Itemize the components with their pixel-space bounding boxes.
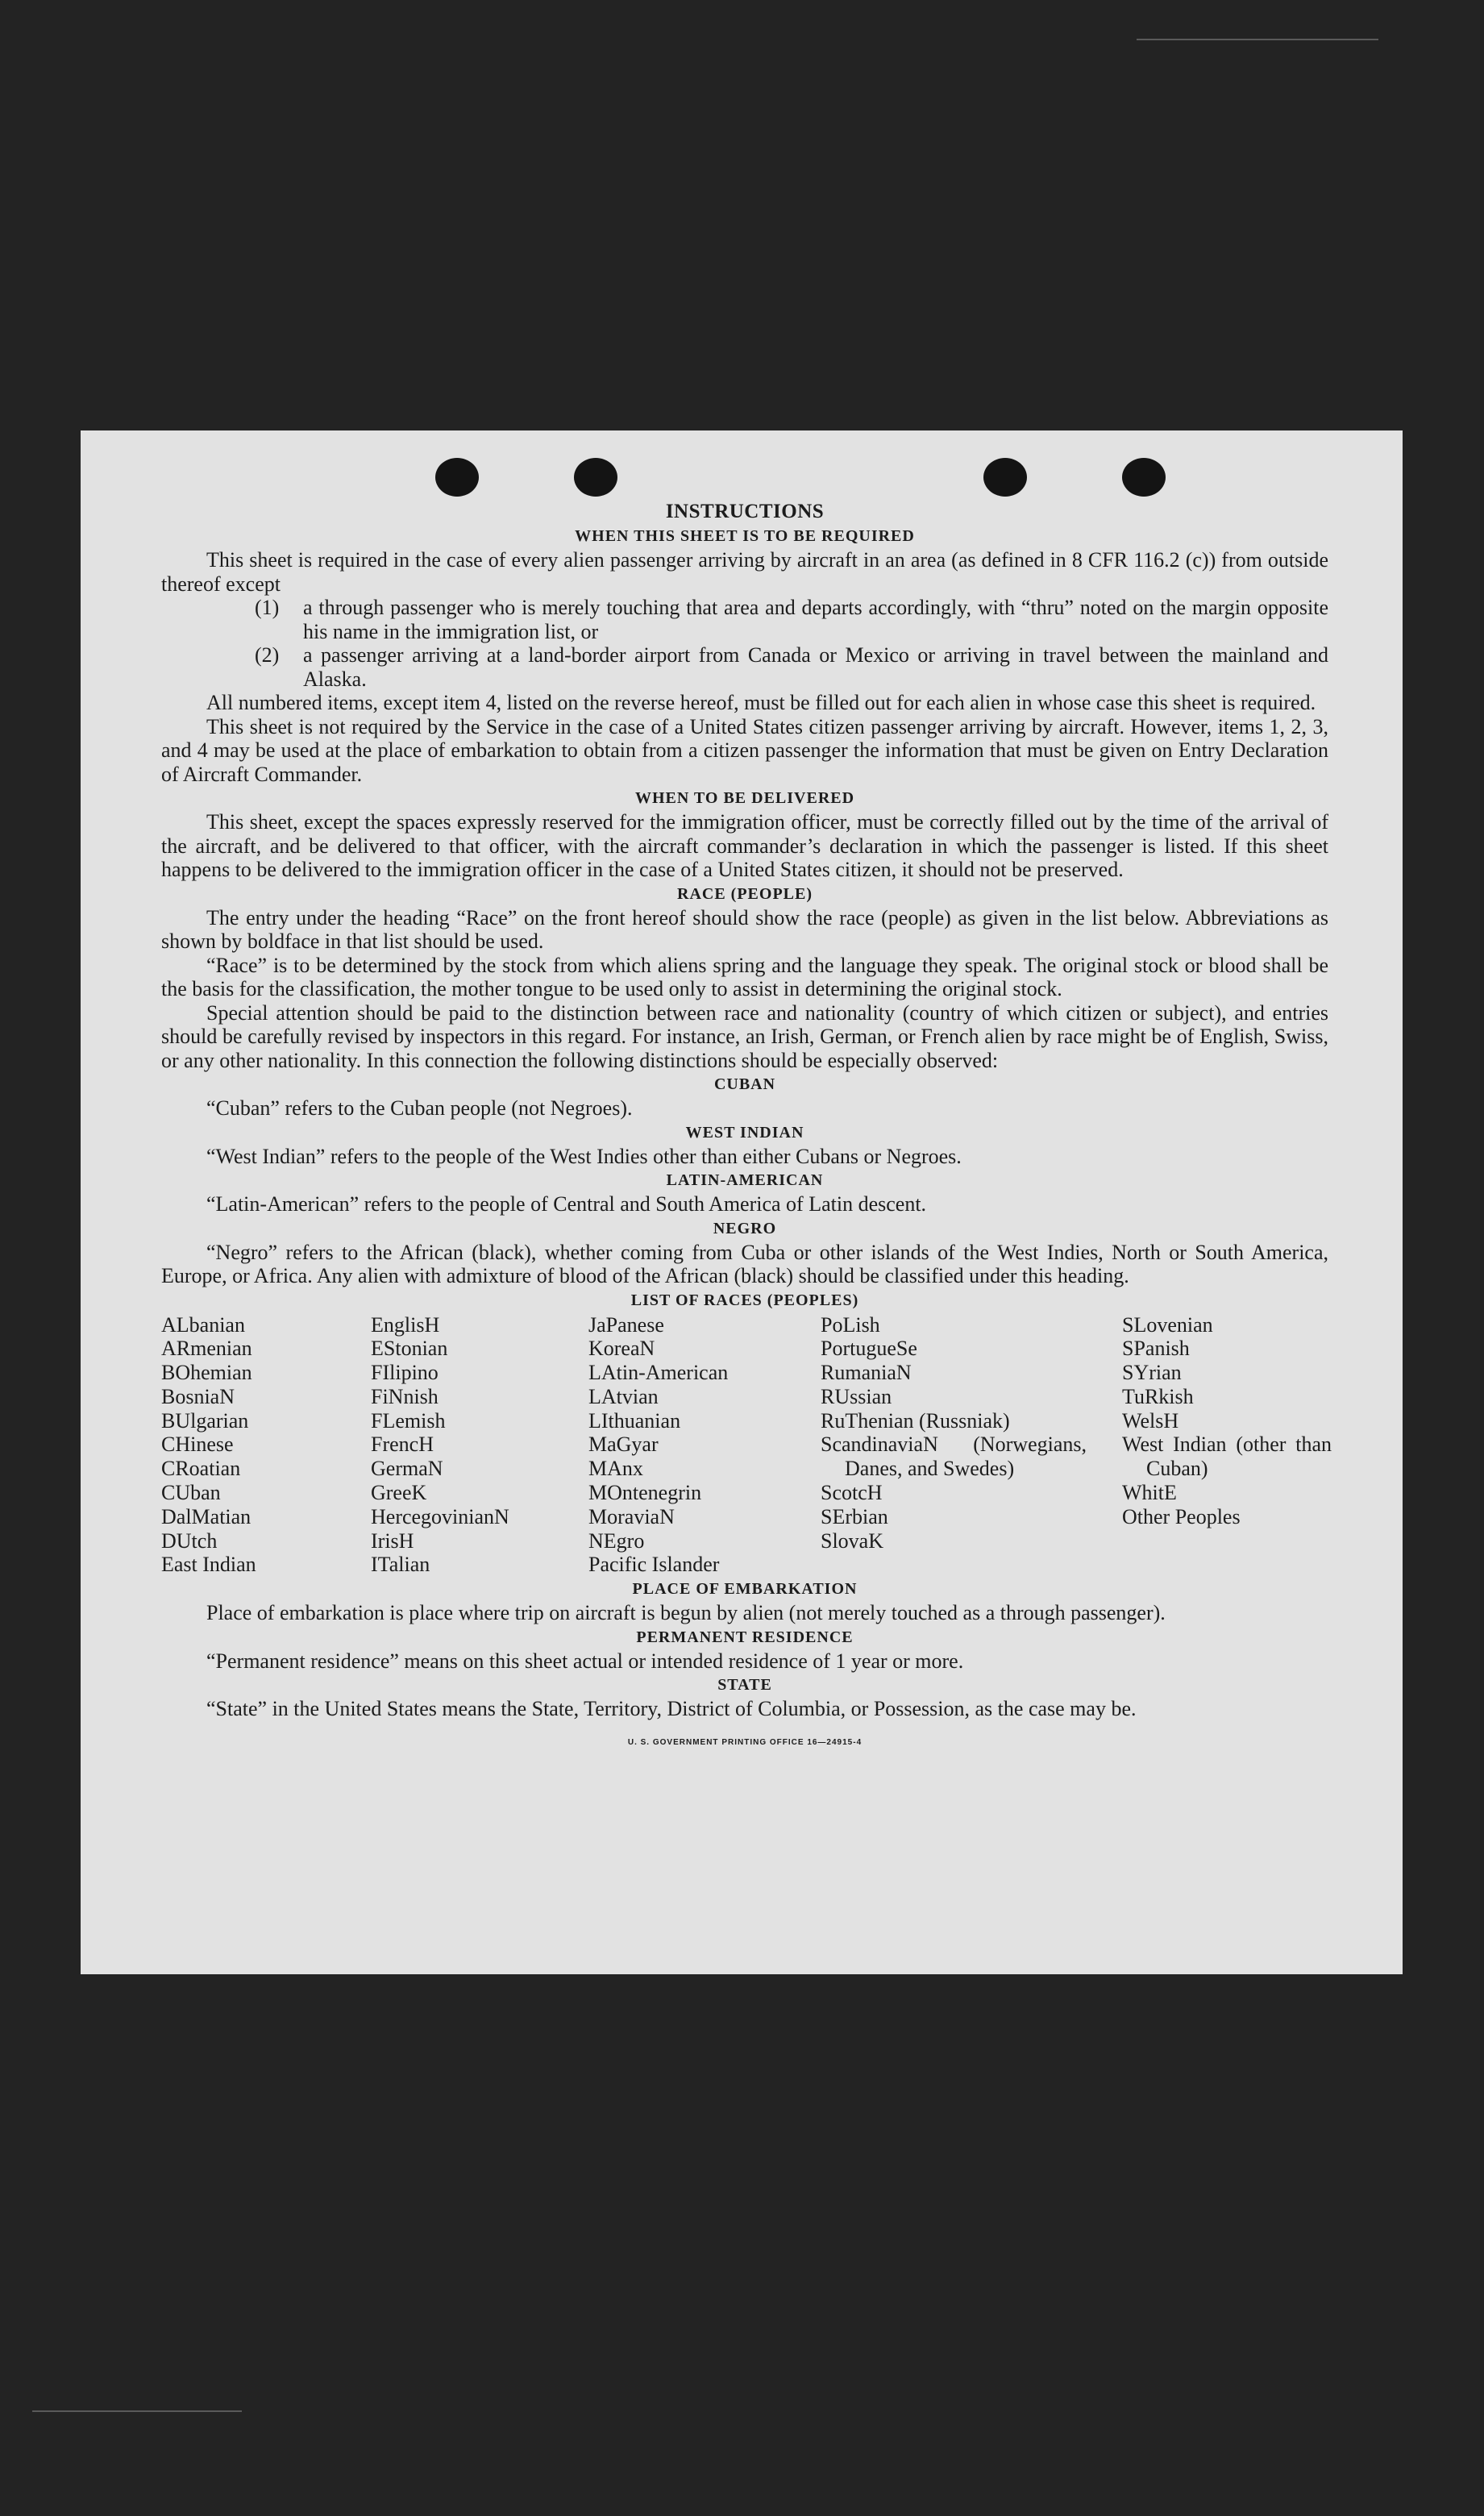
section-heading: WEST INDIAN [685,1123,804,1142]
race-entry: FIlipino [371,1361,439,1385]
race-entry: MOntenegrin [588,1481,702,1505]
race-entry: SYrian [1122,1361,1182,1385]
race-entry: TuRkish [1122,1384,1194,1408]
section-heading: NEGRO [713,1219,777,1237]
paragraph: This sheet, except the spaces expressly reserved for the immigration officer, must be correctly filled out by the time of the arrival of the aircraft, and be delivered to that officer, with the aircraft commander’s declaration in which the passenger is listed. If this sheet happens to be delivered to the immigration officer in the case of a United States citizen, it should not be preserved. [161,810,1328,881]
race-entry: BosniaN [161,1384,235,1408]
item-text: a through passenger who is merely touching that area and departs accordingly, with “thru” noted on the margin opposite his name in the immigration list, or [303,596,1328,643]
paragraph: “State” in the United States means the State, Territory, District of Columbia, or Possession, as the case may be. [206,1697,1137,1721]
races-list [161,1312,1332,1578]
section-heading: LIST OF RACES (PEOPLES) [630,1291,859,1309]
race-entry: ARmenian [161,1337,252,1361]
race-entry: BOhemian [161,1361,252,1385]
race-entry: MoraviaN [588,1504,675,1528]
instruction-sheet [81,430,1403,1974]
races-column [588,1313,821,1578]
race-entry: East Indian [161,1553,256,1577]
races-column [1122,1313,1332,1578]
paragraph: “Permanent residence” means on this sheet actual or intended residence of 1 year or more. [206,1649,964,1673]
race-entry: ScotcH [821,1481,883,1505]
race-entry: RumaniaN [821,1361,912,1385]
race-entry: FiNnish [371,1384,439,1408]
race-entry: EStonian [371,1337,448,1361]
section-heading: PERMANENT RESIDENCE [636,1628,854,1646]
race-entry: RuThenian (Russniak) [821,1408,1010,1433]
race-entry: LAtin-American [588,1361,729,1385]
race-entry: Pacific Islander [588,1553,720,1577]
race-entry: DalMatian [161,1504,251,1528]
race-entry: CRoatian [161,1457,241,1481]
race-entry: FrencH [371,1433,434,1457]
race-entry: CUban [161,1481,221,1505]
section-heading: LATIN-AMERICAN [666,1171,824,1189]
paragraph: This sheet is not required by the Service in the case of a United States citizen passenger arriving by aircraft. However, items 1, 2, 3, and 4 may be used at the place of embarkation to obtain from a citizen passenger the information that must be given on Entry Declaration of Aircraft Commander. [161,714,1328,786]
races-column [161,1313,371,1578]
race-entry: ScandinaviaN (Norwegians, Danes, and Swedes) [821,1433,1087,1481]
race-entry: SLovenian [1122,1312,1213,1337]
race-entry: NEgro [588,1528,645,1553]
race-entry: WhitE [1122,1481,1177,1505]
punch-hole [983,458,1027,497]
paragraph: This sheet is required in the case of every alien passenger arriving by aircraft in an area (as defined in 8 CFR 116.2 (c)) from outside thereof except [161,548,1328,596]
section-heading: WHEN TO BE DELIVERED [634,789,855,807]
race-entry: LIthuanian [588,1408,681,1433]
section-heading: STATE [717,1676,772,1695]
races-column [371,1313,588,1578]
paragraph: Place of embarkation is place where trip on aircraft is begun by alien (not merely touched as a through passenger). [206,1601,1166,1625]
race-entry: CHinese [161,1433,234,1457]
race-entry: PoLish [821,1312,880,1337]
section-heading: RACE (PEOPLE) [677,884,813,903]
race-entry: ALbanian [161,1312,245,1337]
race-entry: WelsH [1122,1408,1179,1433]
races-column [821,1313,1122,1578]
paragraph: “Latin-American” refers to the people of Central and South America of Latin descent. [206,1192,927,1216]
page-title: INSTRUCTIONS [665,501,825,522]
section-heading: WHEN THIS SHEET IS TO BE REQUIRED [575,527,915,545]
paragraph: “Race” is to be determined by the stock from which aliens spring and the language they speak. The original stock or blood shall be the basis for the classification, the mother tongue to be used only to assist in determining the original stock. [161,953,1328,1000]
race-entry: SPanish [1122,1337,1190,1361]
race-entry: MaGyar [588,1433,659,1457]
paragraph: All numbered items, except item 4, listed on the reverse hereof, must be filled out for each alien in whose case this sheet is required. [206,691,1316,714]
printer-imprint: U. S. GOVERNMENT PRINTING OFFICE 16—24915-4 [627,1737,863,1747]
race-entry: HercegovinianN [371,1504,509,1528]
film-edge-line [1137,39,1378,40]
race-entry: BUlgarian [161,1408,249,1433]
race-entry: GermaN [371,1457,443,1481]
race-entry: IrisH [371,1528,414,1553]
race-entry: LAtvian [588,1384,659,1408]
item-number: (1) [255,596,280,619]
race-entry: DUtch [161,1528,218,1553]
film-edge-line [32,2410,242,2412]
race-entry: MAnx [588,1457,643,1481]
section-heading: PLACE OF EMBARKATION [632,1580,858,1599]
paragraph: “West Indian” refers to the people of the West Indies other than either Cubans or Negroes. [206,1144,962,1168]
race-entry: FLemish [371,1408,446,1433]
paragraph: “Cuban” refers to the Cuban people (not Negroes). [206,1096,633,1120]
race-entry: ITalian [371,1553,430,1577]
paragraph: The entry under the heading “Race” on the front hereof should show the race (people) as given in the list below. Abbreviations as shown by boldface in that list should be used. [161,905,1328,953]
race-entry: SlovaK [821,1528,883,1553]
paragraph: “Negro” refers to the African (black), whether coming from Cuba or other islands of the West Indies, North or South America, Europe, or Africa. Any alien with admixture of blood of the African (black) should be classified under this heading. [161,1240,1328,1287]
race-entry: West Indian (other than Cuban) [1122,1433,1332,1481]
item-number: (2) [255,643,280,667]
race-entry: KoreaN [588,1337,655,1361]
paragraph: Special attention should be paid to the distinction between race and nationality (country of which citizen or subject), and entries should be carefully revised by inspectors in this regard. For instance, an Irish, German, or French alien by race might be of English, Swiss, or any other nationality. In this connection the following distinctions should be especially observed: [161,1000,1328,1072]
punch-hole [435,458,479,497]
race-entry: Other Peoples [1122,1504,1241,1528]
section-heading: CUBAN [713,1075,776,1093]
race-entry: EnglisH [371,1312,440,1337]
punch-hole [1122,458,1166,497]
race-entry: JaPanese [588,1312,664,1337]
race-entry: SErbian [821,1504,888,1528]
punch-hole [574,458,617,497]
list-item [161,596,1328,643]
race-entry: PortugueSe [821,1337,917,1361]
item-text: a passenger arriving at a land-border airport from Canada or Mexico or arriving in travel between the mainland and Alaska. [303,643,1328,691]
race-entry: GreeK [371,1481,427,1505]
race-entry: RUssian [821,1384,892,1408]
list-item [161,643,1328,691]
